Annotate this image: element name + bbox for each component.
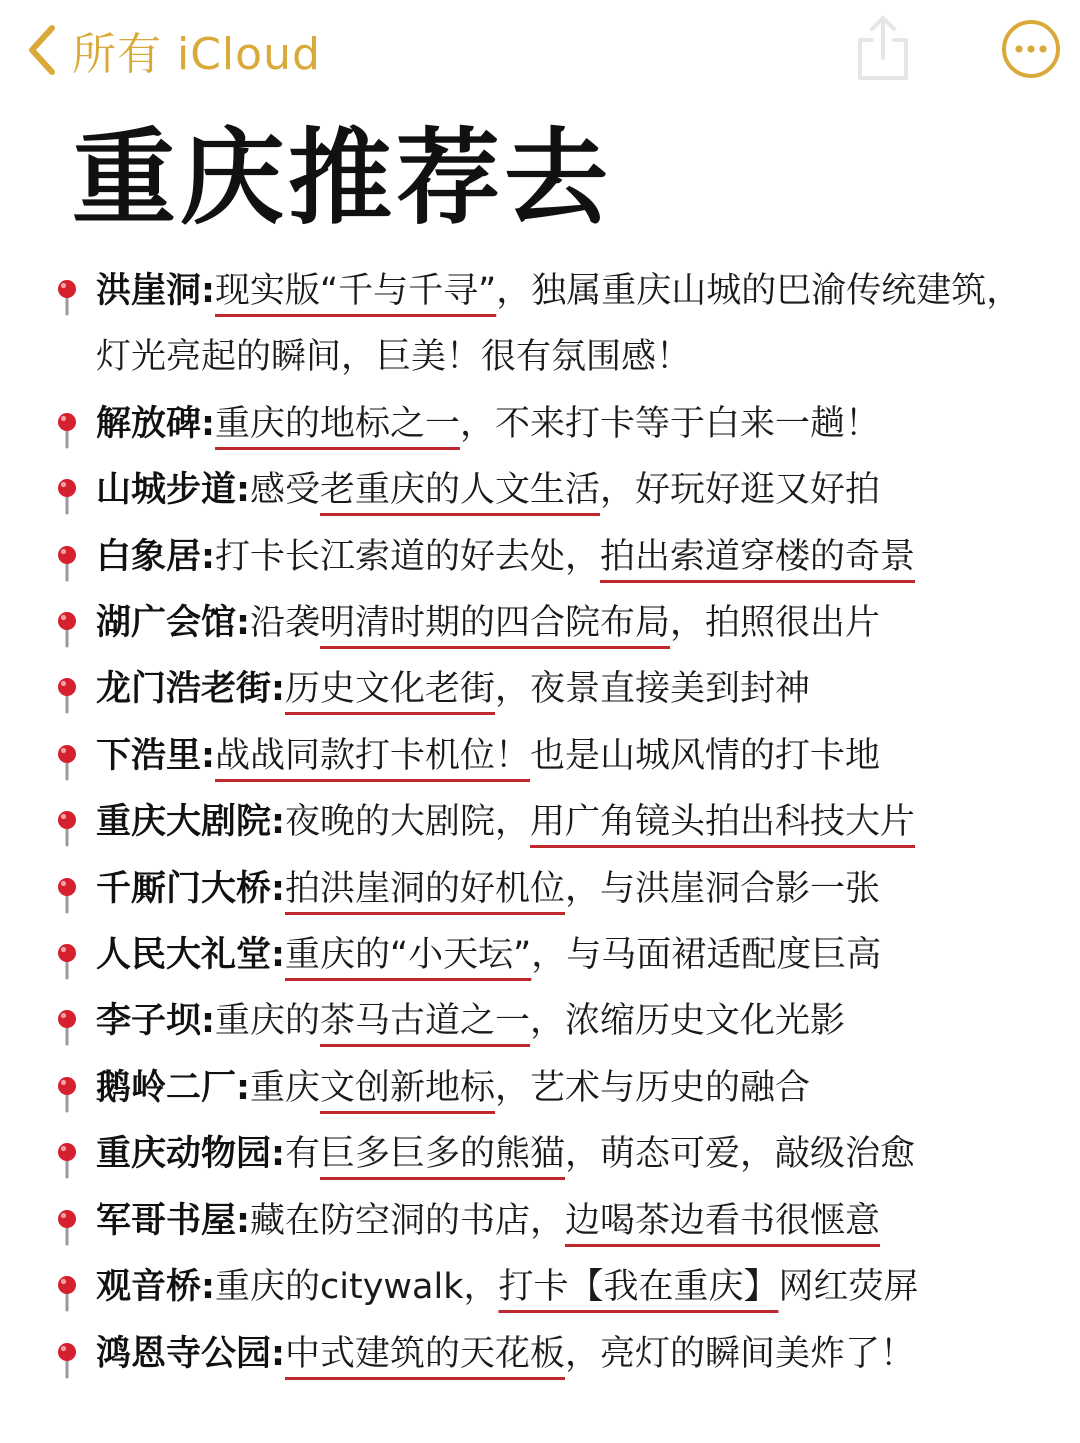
description-text: 有 bbox=[285, 1134, 321, 1175]
highlighted-text: 历史文化老街 bbox=[285, 669, 496, 710]
description-text: 重庆 bbox=[250, 1067, 321, 1108]
red-pushpin-icon bbox=[54, 604, 80, 642]
description-text: 藏在防空洞的书店， bbox=[250, 1200, 566, 1241]
list-item bbox=[0, 1254, 1026, 1320]
description-text: ，拍照很出片 bbox=[670, 603, 881, 644]
red-pushpin-icon bbox=[54, 471, 80, 509]
place-name: 重庆大剧院: bbox=[96, 802, 285, 843]
place-name: 鸿恩寺公园: bbox=[96, 1333, 285, 1374]
description-text: ，好玩好逛又好拍 bbox=[600, 470, 881, 511]
place-name: 下浩里: bbox=[96, 735, 215, 776]
list-item bbox=[0, 1055, 1026, 1121]
description-text: 感受 bbox=[250, 470, 321, 511]
place-name: 湖广会馆: bbox=[96, 603, 250, 644]
red-pushpin-icon bbox=[54, 538, 80, 576]
list-item bbox=[0, 1188, 1026, 1254]
highlighted-text: 文创新地标 bbox=[320, 1067, 496, 1108]
description-text: 也是山城风情的打卡地 bbox=[530, 735, 881, 776]
highlighted-text: 现实版“千与千寻” bbox=[215, 271, 497, 311]
share-button[interactable] bbox=[852, 12, 914, 84]
description-text: 沿袭 bbox=[250, 603, 321, 644]
red-pushpin-icon bbox=[54, 1268, 80, 1306]
description-text: ，萌态可爱，敲级治愈 bbox=[565, 1134, 916, 1175]
more-options-button[interactable] bbox=[1000, 18, 1062, 80]
red-pushpin-icon bbox=[54, 272, 80, 310]
highlighted-text: 茶马古道之一 bbox=[320, 1001, 531, 1042]
description-text: ，亮灯的瞬间美炸了！ bbox=[565, 1333, 916, 1374]
description-text: ，浓缩历史文化光影 bbox=[530, 1001, 846, 1042]
description-text: 重庆的 bbox=[215, 1001, 321, 1042]
place-name: 鹅岭二厂: bbox=[96, 1067, 250, 1108]
highlighted-text: 巨多巨多的熊猫 bbox=[320, 1134, 566, 1175]
place-name: 龙门浩老街: bbox=[96, 669, 285, 710]
highlighted-text: 战战同款打卡机位！ bbox=[215, 735, 531, 776]
red-pushpin-icon bbox=[54, 870, 80, 908]
description-text: 夜晚的大剧院， bbox=[285, 802, 531, 843]
place-name: 山城步道: bbox=[96, 470, 250, 511]
highlighted-text: 用广角镜头拍出科技大片 bbox=[530, 802, 916, 843]
highlighted-text: 拍出索道穿楼的奇景 bbox=[600, 536, 916, 577]
place-name: 观音桥: bbox=[96, 1267, 215, 1308]
list-item bbox=[0, 656, 1026, 722]
place-name: 军哥书屋: bbox=[96, 1200, 250, 1241]
place-name: 千厮门大桥: bbox=[96, 868, 285, 909]
place-name: 重庆动物园: bbox=[96, 1134, 285, 1175]
red-pushpin-icon bbox=[54, 670, 80, 708]
description-text: ，夜景直接美到封神 bbox=[495, 669, 811, 710]
highlighted-text: 重庆的“小天坛” bbox=[285, 935, 532, 976]
list-item bbox=[0, 524, 1026, 590]
list-item bbox=[0, 590, 1026, 656]
highlighted-text: 老重庆的人文生活 bbox=[320, 470, 601, 511]
red-pushpin-icon bbox=[54, 803, 80, 841]
place-name: 解放碑: bbox=[96, 403, 215, 444]
place-name: 李子坝: bbox=[96, 1001, 215, 1042]
red-pushpin-icon bbox=[54, 1202, 80, 1240]
highlighted-text: 拍洪崖洞的好机位 bbox=[285, 868, 566, 909]
highlighted-text: 中式建筑的天花板 bbox=[285, 1333, 566, 1374]
list-item bbox=[0, 1321, 1026, 1387]
description-text: ，与马面裙适配度巨高 bbox=[531, 935, 882, 976]
highlighted-text: 明清时期的四合院布局 bbox=[320, 603, 671, 644]
description-text: ，独属重庆山城的巴渝传统建筑，灯光亮起的瞬间，巨美！很有氛围感！ bbox=[96, 271, 1022, 378]
description-text: ，不来打卡等于白来一趟！ bbox=[460, 403, 881, 444]
navigation-bar bbox=[0, 0, 1080, 100]
highlighted-text: 边喝茶边看书很惬意 bbox=[565, 1200, 881, 1241]
share-icon bbox=[852, 12, 914, 84]
list-item bbox=[0, 789, 1026, 855]
list-item bbox=[0, 988, 1026, 1054]
list-item bbox=[0, 922, 1026, 988]
list-item bbox=[0, 457, 1026, 523]
description-text: 重庆的citywalk， bbox=[215, 1267, 499, 1308]
red-pushpin-icon bbox=[54, 405, 80, 443]
place-name: 人民大礼堂: bbox=[96, 935, 285, 976]
description-text: 网红荧屏 bbox=[778, 1267, 919, 1308]
place-name: 洪崖洞: bbox=[96, 271, 215, 311]
description-text: ，与洪崖洞合影一张 bbox=[565, 868, 881, 909]
list-item bbox=[0, 258, 1026, 391]
ellipsis-circle-icon bbox=[1000, 18, 1062, 80]
chevron-left-icon bbox=[22, 20, 66, 80]
back-button[interactable] bbox=[22, 18, 321, 82]
red-pushpin-icon bbox=[54, 1335, 80, 1373]
description-text: 打卡长江索道的好去处， bbox=[215, 536, 601, 577]
red-pushpin-icon bbox=[54, 1135, 80, 1173]
back-label: 所有 iCloud bbox=[72, 29, 321, 80]
recommendation-list bbox=[0, 258, 1080, 1387]
list-item bbox=[0, 391, 1026, 457]
red-pushpin-icon bbox=[54, 1002, 80, 1040]
red-pushpin-icon bbox=[54, 936, 80, 974]
red-pushpin-icon bbox=[54, 1069, 80, 1107]
red-pushpin-icon bbox=[54, 737, 80, 775]
description-text: ，艺术与历史的融合 bbox=[495, 1067, 811, 1108]
highlighted-text: 打卡【我在重庆】 bbox=[498, 1267, 779, 1308]
note-title: 重庆推荐去 bbox=[72, 117, 613, 239]
list-item bbox=[0, 1121, 1026, 1187]
highlighted-text: 重庆的地标之一 bbox=[215, 403, 461, 444]
list-item bbox=[0, 856, 1026, 922]
place-name: 白象居: bbox=[96, 536, 215, 577]
list-item bbox=[0, 723, 1026, 789]
